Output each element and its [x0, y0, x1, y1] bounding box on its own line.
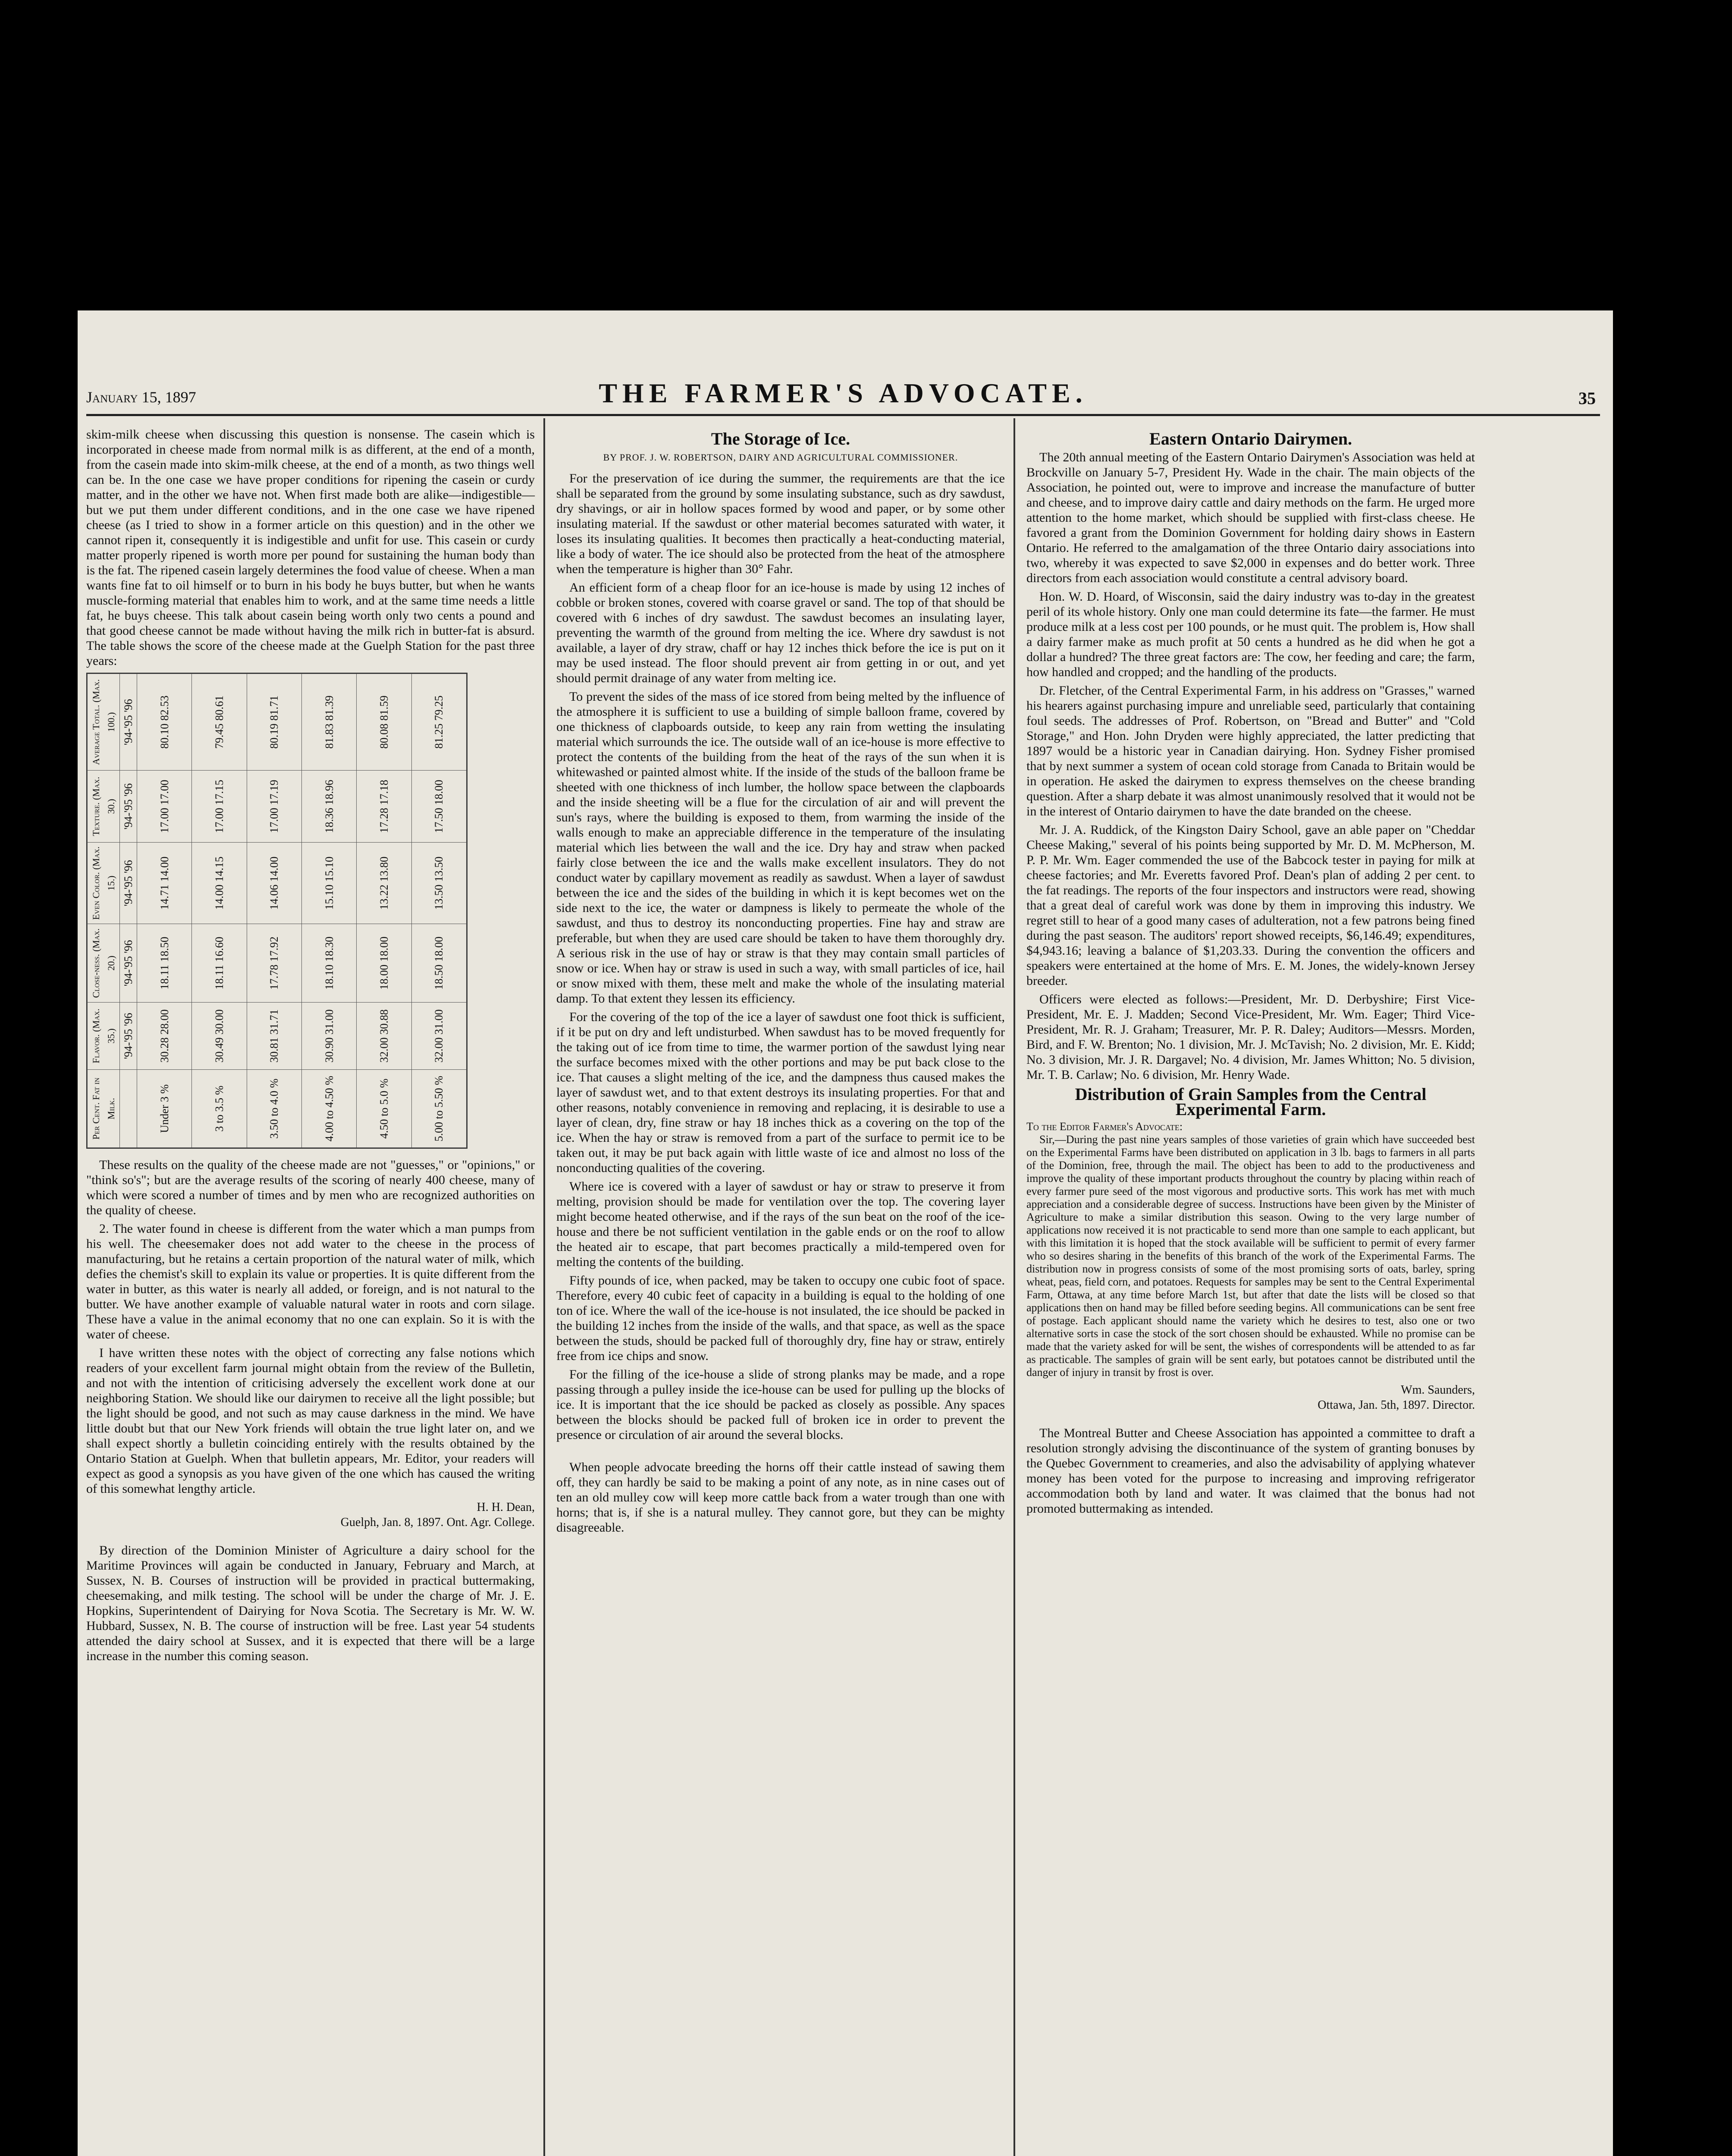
article-byline: BY PROF. J. W. ROBERTSON, DAIRY AND AGRICULTURAL COMMISSIONER. — [603, 452, 958, 463]
article-paragraph: For the covering of the top of the ice a layer of sawdust one foot thick is sufficient, if it be put on dry and left undisturbed. When sawdust has to be moved frequently for the taking out of ice from time to time, the warmer portion of the sawdust lying near the surface becomes mixed with the other portions and may be put back close to the ice. That causes a slight melting of the ice, and the dampness thus caused makes the layer of sawdust wet, and to that extent destroys its insulating properties. For that and other reasons, notably convenience in removing and replacing, it is desirable to use a layer of clean, dry, fine straw or hay 18 inches thick as a covering on the top of the ice. When the hay or straw is removed from a part of the surface to permit ice to be taken out, it may be put back again with little waste of ice and almost no loss of the nonconducting qualities of the covering. — [556, 1010, 1005, 1175]
article-paragraph: Officers were elected as follows:—President, Mr. D. Derbyshire; First Vice-President, Mr. E. J. Madden; Second Vice-President, Mr. Wm. Eager; Third Vice-President, Mr. R. J. Graham; Treasurer, Mr. P. R. Daley; Auditors—Messrs. Morden, Bird, and F. W. Brenton; No. 1 division, Mr. J. McTavish; No. 2 division, Mr. E. Kidd; No. 3 division, Mr. J. R. Dargavel; No. 4 division, Mr. James Whitton; No. 5 division, Mr. T. B. Carlaw; No. 6 division, Mr. Henry Wade. — [1026, 992, 1475, 1082]
table-cell: 30.49 30.00 — [192, 1002, 247, 1069]
table-cell: '94-'95 '96 — [120, 924, 137, 1003]
letter-salutation: To the Editor Farmer's Advocate: — [1026, 1120, 1183, 1133]
signature-place: Guelph, Jan. 8, 1897. Ont. Agr. College. — [340, 1516, 535, 1529]
table-years-row — [120, 674, 137, 1148]
table-cell: Under 3 % — [137, 1070, 192, 1148]
cheese-score-table — [87, 674, 467, 1148]
article-paragraph: 2. The water found in cheese is different from the water which a man pumps from his well. The cheesemaker does not add water to the cheese in the process of manufacturing, but he retains a certain proportion of the natural water of milk, which defies the chemist's skill to explain its value or properties. It is quite different from the water in butter, as this water is nearly all added, or foreign, and is not natural to the butter. We have another example of valuable natural water in roots and corn silage. These have a value in the animal economy that no one can explain. So it is with the water of cheese. — [86, 1222, 535, 1341]
article-paragraph: When people advocate breeding the horns off their cattle instead of sawing them off, they can hardly be said to be making a point of any note, as in nine cases out of ten an old mulley cow will keep more cattle back from a water trough than one with horns; that is, if she is a natural mulley. They cannot gore, but they can be mighty disagreeable. — [556, 1460, 1005, 1535]
table-header: Flavor. (Max. 35.) — [88, 1002, 120, 1069]
issue-date: January 15, 1897 — [86, 389, 196, 406]
article-paragraph: By direction of the Dominion Minister of Agriculture a dairy school for the Maritime Provinces will again be conducted in January, February and March, at Sussex, N. B. Courses of instruction will be provided in practical buttermaking, cheesemaking, and milk testing. The school will be under the charge of Mr. J. E. Hopkins, Superintendent of Dairying for Nova Scotia. The Secretary is Mr. W. W. Hubbard, Sussex, N. B. The course of instruction will be free. Last year 54 students attended the dairy school at Sussex, and it is expected that there will be a large increase in the number this coming season. — [86, 1543, 535, 1663]
article-paragraph: Dr. Fletcher, of the Central Experimental Farm, in his address on "Grasses," warned his hearers against purchasing impure and unreliable seed, particularly that containing foul seeds. The addresses of Prof. Robertson, on "Bread and Butter" and "Cold Storage," and Hon. John Dryden were highly appreciated, the latter predicting that 1897 would be a historic year in Canadian dairying. Hon. Sydney Fisher promised that by next summer a system of ocean cold storage from Canada to Britain would be in operation. He asked the dairymen to express themselves on the cheese branding question. After a sharp debate it was almost unanimously resolved that it would not be in the interest of Ontario dairymen to have the date branded on the cheese. — [1026, 683, 1475, 818]
table-row — [301, 674, 356, 1148]
table-cell: 13.22 13.80 — [357, 842, 411, 924]
table-cell: 81.25 79.25 — [411, 674, 466, 771]
article-paragraph: For the filling of the ice-house a slide of strong planks may be made, and a rope passing through a pulley inside the ice-house can be used for pulling up the blocks of ice. It is important that the ice should be packed as closely as possible. Any spaces between the blocks should be packed full of broken ice in order to prevent the presence or circulation of air around the several blocks. — [556, 1367, 1005, 1442]
table-row — [137, 674, 192, 1148]
article-paragraph: The 20th annual meeting of the Eastern Ontario Dairymen's Association was held at Brockville on January 5-7, President Hy. Wade in the chair. The main objects of the Association, he pointed out, were to improve and increase the manufacture of butter and cheese, and to improve dairy cattle and dairy methods on the farm. He urged more attention to the home market, which should be supplied with first-class cheese. He favored a grant from the Dominion Government for holding dairy shows in Eastern Ontario. He referred to the amalgamation of the three Ontario dairy associations into two, whereby it was expected to save $2,000 in expenses and do better work. Three directors from each association would constitute a central advisory board. — [1026, 450, 1475, 585]
table-cell: 18.11 18.50 — [137, 924, 192, 1003]
article-title: Distribution of Grain Samples from the Central Experimental Farm. — [1075, 1084, 1427, 1119]
table-cell: 17.78 17.92 — [247, 924, 301, 1003]
table-cell: 80.19 81.71 — [247, 674, 301, 771]
article-paragraph: To prevent the sides of the mass of ice stored from being melted by the influence of the atmosphere it is sufficient to use a building of simple balloon frame, covered by one thickness of clapboards outside, to keep any rain from wetting the insulating material which surrounds the ice. The outside wall of an ice-house is more effective to protect the contents of the building from the heat of the rays of the sun when it is whitewashed or painted almost white. If the inside of the studs of the balloon frame be sheeted with one thickness of inch lumber, the hollow space between the clapboards and the inside sheeting will be a flue for the circulation of air and will prevent the sun's rays, where the building is exposed to them, from warming the inside of the walls enough to make an appreciable difference in the temperature of the insulating material which lies between the wall and the ice. Dry hay and straw when packed fairly close between the ice and the walls make excellent insulators. They do not conduct water by capillary movement as readily as sawdust. When a layer of sawdust between the ice and the sides of the building in which it is kept becomes wet on the side next to the ice, the water or dampness is likely to permeate the whole of the sawdust, and thus to destroy its nonconducting properties. Fine hay and straw are preferable, but when they are used care should be taken to have them thoroughly dry. A serious risk in the use of hay or straw is that they may contain small particles of snow or ice. When hay or straw is used in such a way, with small particles of ice, hail or snow mixed with them, these melt and make the whole of the insulating material damp. To that extent they lessen its efficiency. — [556, 689, 1005, 1006]
table-header-row — [88, 674, 120, 1148]
newspaper-page — [78, 310, 1613, 2156]
table-cell: 18.00 18.00 — [357, 924, 411, 1003]
table-cell: 32.00 31.00 — [411, 1002, 466, 1069]
table-header: Texture. (Max. 30.) — [88, 771, 120, 843]
table-cell: 32.00 30.88 — [357, 1002, 411, 1069]
article-paragraph: Fifty pounds of ice, when packed, may be taken to occupy one cubic foot of space. Therefore, every 40 cubic feet of capacity in a building is equal to the holding of one ton of ice. Where the wall of the ice-house is not insulated, the ice should be packed in the building 12 inches from the inside of the walls, and that space, as well as the space between the studs, should be packed full of thoroughly dry, fine hay or straw, entirely free from ice chips and snow. — [556, 1273, 1005, 1363]
table-cell: 3 to 3.5 % — [192, 1070, 247, 1148]
page-number: 35 — [1578, 389, 1596, 408]
signature-name: Wm. Saunders, — [1401, 1383, 1475, 1397]
table-row — [411, 674, 466, 1148]
column-right — [1026, 427, 1475, 1520]
table-cell: '94-'95 '96 — [120, 842, 137, 924]
table-row — [247, 674, 301, 1148]
table-cell: 17.50 18.00 — [411, 771, 466, 843]
table-header: Per Cent. Fat in Milk. — [88, 1070, 120, 1148]
table-cell: 81.83 81.39 — [301, 674, 356, 771]
article-paragraph: skim-milk cheese when discussing this question is nonsense. The casein which is incorporated in cheese made from normal milk is as different, at the end of a month, from the casein made into skim-milk cheese, at the end of a month, as two things well can be. In the one case we have proper conditions for ripening the casein or curdy matter, and in the other we have not. When first made both are alike—indigestible—but we put them under different conditions, and in the one case we have ripened cheese (as I tried to show in a former article on this question) and in the other we cannot ripen it, consequently it is indigestible and unfit for use. This casein or curdy matter properly ripened is worth more per pound for sustaining the human body than is the fat. The ripened casein largely determines the food value of cheese. When a man wants fine fat to oil himself or to burn in his body he buys butter, but when he wants muscle-forming material that enables him to work, and at the same time needs a little fat, he buys cheese. This talk about casein being worth only two cents a pound and that good cheese cannot be made without having the milk rich in butter-fat is absurd. The table shows the score of the cheese made at the Guelph Station for the past three years: — [86, 427, 535, 668]
article-title: Eastern Ontario Dairymen. — [1149, 429, 1352, 448]
table-cell: 5.00 to 5.50 % — [411, 1070, 466, 1148]
table-cell: '94-'95 '96 — [120, 674, 137, 771]
table-cell: 30.28 28.00 — [137, 1002, 192, 1069]
table-cell: 30.81 31.71 — [247, 1002, 301, 1069]
table-cell: 79.45 80.61 — [192, 674, 247, 771]
column-rule — [543, 418, 545, 2156]
article-paragraph: These results on the quality of the cheese made are not "guesses," or "opinions," or "think so's"; but are the average results of the scoring of nearly 400 cheese, many of which were scored a number of times and by men who are recognized authorities on the quality of cheese. — [86, 1158, 535, 1217]
cheese-score-table-wrapper — [86, 673, 468, 1149]
table-row — [357, 674, 411, 1148]
table-cell: 4.00 to 4.50 % — [301, 1070, 356, 1148]
table-cell: 4.50 to 5.0 % — [357, 1070, 411, 1148]
table-cell: 17.00 17.19 — [247, 771, 301, 843]
table-cell: 14.06 14.00 — [247, 842, 301, 924]
table-cell: 17.28 17.18 — [357, 771, 411, 843]
table-cell: 17.00 17.15 — [192, 771, 247, 843]
table-cell: 15.10 15.10 — [301, 842, 356, 924]
article-paragraph: The Montreal Butter and Cheese Association has appointed a committee to draft a resolution strongly advising the discontinuance of the system of granting bonuses by the Quebec Government to creameries, and also the advisability of applying whatever money has been voted for the purpose to increasing and improving refrigerator accommodation both by land and water. It was claimed that the bonus had not promoted buttermaking as intended. — [1026, 1426, 1475, 1516]
article-paragraph: An efficient form of a cheap floor for an ice-house is made by using 12 inches of cobble or broken stones, covered with coarse gravel or sand. The top of that should be covered with 6 inches of dry sawdust. The sawdust becomes an insulating layer, preventing the warmth of the ground from melting the ice. Where dry sawdust is not available, a layer of dry straw, chaff or hay 12 inches thick before the ice is put on it may be used instead. The floor should prevent air from getting in or out, and yet should permit drainage of any water from melting ice. — [556, 580, 1005, 685]
table-cell: 17.00 17.00 — [137, 771, 192, 843]
table-header: Average Total. (Max. 100.) — [88, 674, 120, 771]
column-middle — [556, 427, 1005, 1539]
column-rule — [1013, 418, 1015, 2156]
table-row — [192, 674, 247, 1148]
table-cell: '94-'95 '96 — [120, 1002, 137, 1069]
article-title: The Storage of Ice. — [711, 429, 850, 448]
article-paragraph: Hon. W. D. Hoard, of Wisconsin, said the dairy industry was to-day in the greatest peril of its whole history. Only one man could determine its fate—the farmer. He must produce milk at a less cost per 100 pounds, or he must quit. The problem is, How shall a dairy farmer make as much profit at 50 cents a hundred as he did when he got a dollar a hundred? The three great factors are: The cow, her feeding and care; the farm, how handled and cropped; and the handling of the products. — [1026, 589, 1475, 679]
page-header — [86, 375, 1600, 416]
table-cell: '94-'95 '96 — [120, 771, 137, 843]
table-cell: 18.11 16.60 — [192, 924, 247, 1003]
article-paragraph: Where ice is covered with a layer of sawdust or hay or straw to preserve it from melting, provision should be made for ventilation over the top. The covering layer might become heated otherwise, and if the rays of the sun beat on the roof of the ice-house and there be not sufficient ventilation in the gable ends or on the roof to allow the heated air to escape, that part becomes practically a mild-tempered oven for melting the contents of the building. — [556, 1179, 1005, 1269]
column-left — [86, 427, 535, 1667]
article-paragraph: For the preservation of ice during the summer, the requirements are that the ice shall be separated from the ground by some insulating substance, such as dry sawdust, dry shavings, or air in hollow spaces formed by wood and paper, or by some other insulating material. If the sawdust or other material becomes saturated with water, it loses its insulating qualities. It becomes then practically a heat-conducting material, like a body of water. The ice should also be protected from the heat of the atmosphere when the temperature is higher than 30° Fahr. — [556, 471, 1005, 576]
table-cell: 18.36 18.96 — [301, 771, 356, 843]
table-cell: 3.50 to 4.0 % — [247, 1070, 301, 1148]
table-cell: 80.08 81.59 — [357, 674, 411, 771]
table-cell: 80.10 82.53 — [137, 674, 192, 771]
table-cell: 14.71 14.00 — [137, 842, 192, 924]
table-cell: 30.90 31.00 — [301, 1002, 356, 1069]
article-paragraph: Mr. J. A. Ruddick, of the Kingston Dairy School, gave an able paper on "Cheddar Cheese Making," several of his points being supported by Mr. D. M. McPherson, M. P. P. Mr. Wm. Eager commended the use of the Babcock tester in paying for milk at cheese factories; and Mr. Everetts favored Prof. Dean's plan of adding 2 per cent. to the fat readings. The reports of the four inspectors and instructors were read, showing that a great deal of careful work was done by them in improving this industry. We regret still to hear of a good many cases of adulteration, not a few patrons being fined during the past season. The auditors' report showed receipts, $6,146.49; expenditures, $4,943.16; leaving a balance of $1,203.33. During the convention the officers and speakers were entertained at the home of Mrs. E. M. Jones, the widely-known Jersey breeder. — [1026, 823, 1475, 988]
signature-place: Ottawa, Jan. 5th, 1897. Director. — [1318, 1398, 1475, 1412]
table-cell: 18.10 18.30 — [301, 924, 356, 1003]
table-cell — [120, 1070, 137, 1148]
table-header: Even Color. (Max. 15.) — [88, 842, 120, 924]
table-cell: 13.50 13.50 — [411, 842, 466, 924]
table-cell: 14.00 14.15 — [192, 842, 247, 924]
article-paragraph: I have written these notes with the object of correcting any false notions which readers of your excellent farm journal might obtain from the review of the Bulletin, and not with the intention of criticising adversely the excellent work done at our neighboring Station. We should like our dairymen to receive all the light possible; but the light should be good, and not such as may cause darkness in the mind. We have little doubt but that our New York friends will obtain the true light later on, and we shall expect shortly a bulletin coinciding entirely with the results obtained by the Ontario Station at Guelph. When that bulletin appears, Mr. Editor, your readers will expect as good a synopsis as you have given of the one which has caused the writing of this somewhat lengthy article. — [86, 1346, 535, 1496]
table-cell: 18.50 18.00 — [411, 924, 466, 1003]
masthead-title: THE FARMER'S ADVOCATE. — [599, 378, 1088, 408]
table-header: Close-ness. (Max. 20.) — [88, 924, 120, 1003]
article-paragraph: Sir,—During the past nine years samples of those varieties of grain which have succeeded best on the Experimental Farms have been distributed on application in 3 lb. bags to farmers in all parts of the Dominion, free, through the mail. The object has been to add to the productiveness and improve the quality of these important products throughout the country by placing within reach of every farmer pure seed of the most vigorous and productive sorts. This work has met with much appreciation and a considerable degree of success. Instructions have been given by the Minister of Agriculture to make a similar distribution this season. Owing to the very large number of applications now received it is not practicable to send more than one sample to each applicant, but with this limitation it is hoped that the stock available will be sufficient to permit of every farmer who so desires sharing in the benefits of this branch of the work of the Experimental Farms. The distribution now in progress consists of some of the most promising sorts of oats, barley, spring wheat, peas, field corn, and potatoes. Requests for samples may be sent to the Central Experimental Farm, Ottawa, at any time before March 1st, but after that date the lists will be closed so that applications then on hand may be filled before seeding begins. All communications can be sent free of postage. Each applicant should name the variety which he desires to test, also one or two alternative sorts in case the stock of the sort chosen should be exhausted. While no promise can be made that the variety asked for will be sent, the wishes of correspondents will be attended to as far as practicable. The samples of grain will be sent early, but potatoes cannot be distributed until the danger of injury in transit by frost is over. — [1026, 1133, 1475, 1379]
signature-name: H. H. Dean, — [477, 1501, 535, 1514]
